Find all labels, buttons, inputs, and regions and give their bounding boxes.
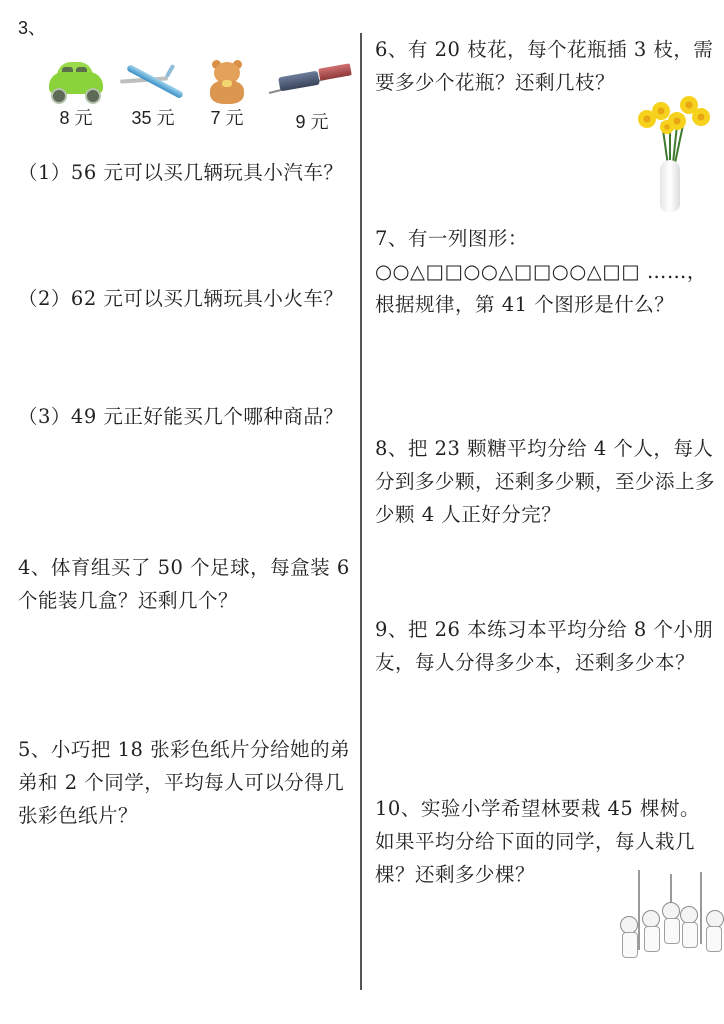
plane-price: 35 元: [131, 108, 175, 128]
toy-plane-item: [118, 62, 188, 130]
question-3-part-2: （2）62 元可以买几辆玩具小火车？: [18, 287, 344, 310]
question-6: 6、有 20 枝花，每个花瓶插 3 枝，需要多少个花瓶？还剩几枝？: [375, 38, 714, 94]
question-8: 8、把 23 颗糖平均分给 4 个人，每人分到多少颗，还剩多少颗，至少添上多少颗 4 人正好分完？: [375, 437, 716, 526]
question-10: 10、实验小学希望林要栽 45 棵树。如果平均分给下面的同学，每人栽几棵？还剩多少棵？: [375, 797, 701, 886]
bear-price: 7 元: [210, 108, 244, 128]
car-icon: [45, 62, 107, 104]
teddy-bear-icon: [204, 62, 250, 104]
question-9: 9、把 26 本练习本平均分给 8 个小朋友，每人分得多少本，还剩多少本？: [375, 618, 714, 674]
train-icon: [269, 62, 355, 104]
question-3-part-1: （1）56 元可以买几辆玩具小汽车？: [18, 161, 344, 184]
question-3-part-3: （3）49 元正好能买几个哪种商品？: [18, 405, 344, 428]
train-price: 9 元: [295, 112, 329, 132]
airplane-icon: [118, 62, 188, 104]
tree-planting-illustration: [600, 870, 724, 956]
question-3-number: 3、: [18, 18, 47, 38]
car-price: 8 元: [59, 108, 93, 128]
question-7: 7、有一列图形：○○△□□○○△□□○○△□□ ……，根据规律，第 41 个图形是什么？: [375, 227, 707, 316]
teddy-bear-item: [202, 62, 252, 130]
question-5: 5、小巧把 18 张彩色纸片分给她的弟弟和 2 个同学，平均每人可以分得几张彩色纸片？: [18, 738, 351, 827]
column-divider: [360, 33, 362, 990]
toy-car-item: [44, 62, 108, 130]
question-4: 4、体育组买了 50 个足球，每盒装 6 个能装几盒？还剩几个？: [18, 556, 357, 612]
toy-train-item: [268, 62, 356, 134]
